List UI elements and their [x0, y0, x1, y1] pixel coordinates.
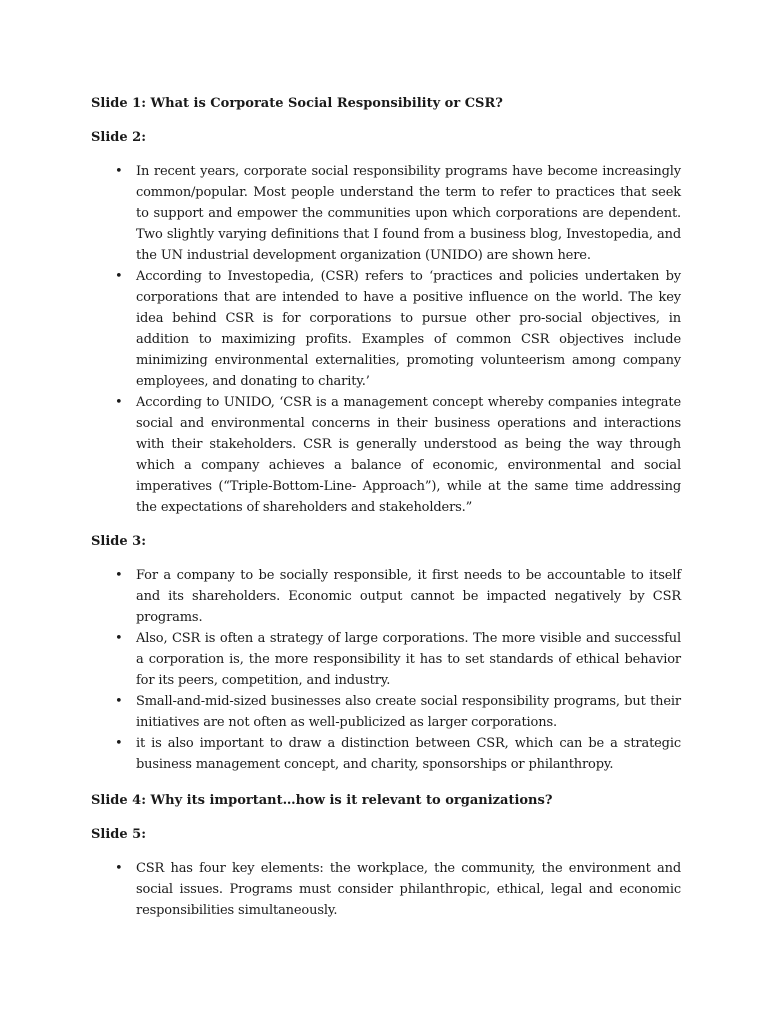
bullet-icon: •: [115, 269, 123, 284]
bullet-icon: •: [115, 395, 123, 410]
list-item: [91, 161, 681, 266]
list-item: [91, 565, 681, 628]
bullet-icon: •: [115, 568, 123, 583]
slide-2-bullet-list: [91, 161, 681, 518]
slide-5-bullet-list: [91, 858, 681, 921]
list-item: [91, 733, 681, 775]
list-item: [91, 266, 681, 392]
slide-4-heading: Slide 4: Why its important…how is it relevant to organizations?: [91, 793, 553, 808]
slide-3-bullet-list: [91, 565, 681, 775]
list-item-text: CSR has four key elements: the workplace, the community, the environment and social issues. Programs must consider philanthropic, ethical, legal and economic responsibilities simultaneously.: [136, 861, 681, 918]
bullet-icon: •: [115, 861, 123, 876]
bullet-icon: •: [115, 736, 123, 751]
list-item: [91, 628, 681, 691]
bullet-icon: •: [115, 164, 123, 179]
list-item: [91, 691, 681, 733]
list-item-text: According to UNIDO, ‘CSR is a management concept whereby companies integrate social and environmental concerns in their business operations and interactions with their stakeholders. CSR is generally understood as being the way through which a company achieves a balance of economic, environmental and social imperatives (“Triple-Bottom-Line- Approach”), while at the same time addressing the expectations of shareholders and stakeholders.”: [136, 395, 681, 515]
slide-3-heading: Slide 3:: [91, 534, 146, 549]
slide-1-heading: Slide 1: What is Corporate Social Responsibility or CSR?: [91, 96, 503, 111]
list-item-text: According to Investopedia, (CSR) refers to ‘practices and policies undertaken by corporations that are intended to have a positive influence on the world. The key idea behind CSR is for corporations to pursue other pro-social objectives, in addition to maximizing profits. Examples of common CSR objectives include minimizing environmental externalities, promoting volunteerism among company employees, and donating to charity.’: [136, 269, 681, 389]
list-item: [91, 392, 681, 518]
list-item-text: In recent years, corporate social responsibility programs have become increasingly common/popular. Most people understand the term to refer to practices that seek to support and empower the communities upon which corporations are dependent. Two slightly varying definitions that I found from a business blog, Investopedia, and the UN industrial development organization (UNIDO) are shown here.: [136, 164, 681, 263]
bullet-icon: •: [115, 694, 123, 709]
list-item-text: Also, CSR is often a strategy of large corporations. The more visible and successful a corporation is, the more responsibility it has to set standards of ethical behavior for its peers, competition, and industry.: [136, 631, 681, 688]
slide-5-heading: Slide 5:: [91, 827, 146, 842]
list-item: [91, 858, 681, 921]
list-item-text: it is also important to draw a distinction between CSR, which can be a strategic business management concept, and charity, sponsorships or philanthropy.: [136, 736, 681, 772]
list-item-text: For a company to be socially responsible, it first needs to be accountable to itself and its shareholders. Economic output cannot be impacted negatively by CSR programs.: [136, 568, 681, 625]
slide-2-heading: Slide 2:: [91, 130, 146, 145]
list-item-text: Small-and-mid-sized businesses also create social responsibility programs, but their initiatives are not often as well-publicized as larger corporations.: [136, 694, 681, 730]
bullet-icon: •: [115, 631, 123, 646]
